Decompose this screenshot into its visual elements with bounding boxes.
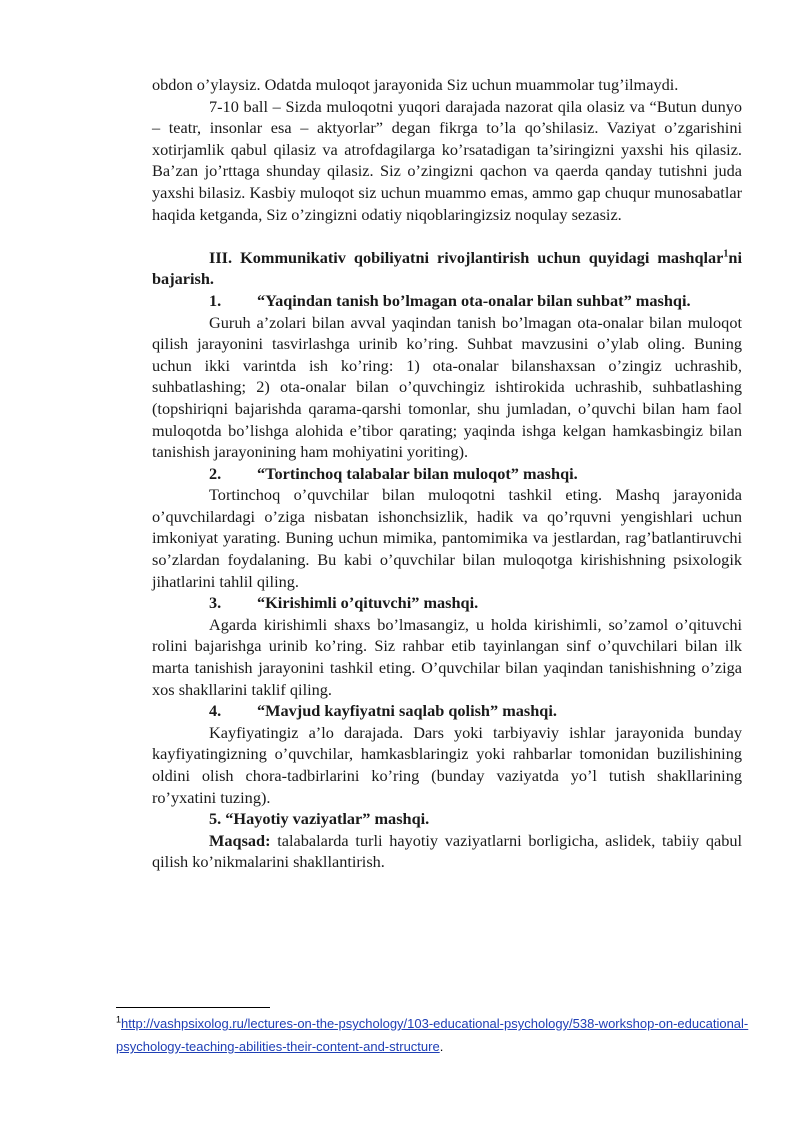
- exercise-number: 1.: [209, 290, 222, 310]
- footnote-separator: [116, 1007, 270, 1008]
- exercise-number: 3.: [209, 593, 222, 613]
- exercise-number: 4.: [209, 701, 222, 721]
- exercise-title: “Mavjud kayfiyatni saqlab qolish” mashqi.: [257, 701, 557, 721]
- exercise-title: “Tortinchoq talabalar bilan muloqot” mashqi.: [257, 463, 578, 483]
- exercise-1-text: Guruh a’zolari bilan avval yaqindan tanish bo’lmagan ota-onalar bilan muloqot qilish jarayonini tasvirlashga urinib ko’ring. Suhbat mavzusini o’ylab oling. Buning uchun ikki varintda ish ko’ring: 1) ota-onalar bilanshaxsan o’zingiz uchrashib, suhbatlashing; 2) ota-onalar bilan o’quvchingiz ishtirokida uchrashib, suhbatlashing (topshiriqni bajarishda qarama-qarshi tomonlar, shu jumladan, o’quvchi bilan ham faol muloqotda bo’lishga alohida e’tibor qarating; yaqinda ishga kelgan hamkasbingiz bilan tanishish jarayonining ham mohiyatini yoriting).: [152, 312, 742, 462]
- exercise-3-heading: [152, 592, 742, 614]
- spacer: [152, 225, 742, 247]
- exercise-2-heading: [152, 463, 742, 485]
- exercise-5-goal: [152, 830, 742, 873]
- exercise-2-text: Tortinchoq o’quvchilar bilan muloqotni tashkil eting. Mashq jarayonida o’quvchilardagi o’ziga nisbatan ishonchsizlik, hadik va qo’rquvni yengishlari uchun imkoniyat yarating. Buning uchun mimika, pantomimika va jestlardan, rag’batlantiruvchi so’zlardan foydalaning. Bu kabi o’quvchilar bilan muloqotga kirishishning psixologik jihatlarini tahlil qiling.: [152, 485, 742, 591]
- paragraph-score-7-10: 7-10 ball – Sizda muloqotni yuqori darajada nazorat qila olasiz va “Butun dunyo – teatr, insonlar esa – aktyorlar” degan fikrga to’la qo’shilasiz. Vaziyat o’zgarishini xotirjamlik qabul qilasiz va atrofdagilarga ko’rsatadigan ta’siringizni yaxshi his qilasiz. Ba’zan jo’rttaga shunday qilasiz. Siz o’zingizni qachon va qaerda qanday tutishni juda yaxshi bilasiz. Kasbiy muloqot siz uchun muammo emas, ammo gap chuqur munosabatlar haqida ketganda, Siz o’zingizni odatiy niqoblaringizsiz noqulay sezasiz.: [152, 96, 742, 224]
- footnote-link[interactable]: http://vashpsixolog.ru/lectures-on-the-psychology/103-educational-psychology/538-workshop-on-educational-psychology-teaching-abilities-their-content-and-structure: [116, 1016, 749, 1054]
- goal-text: talabalarda turli hayotiy vaziyatlarni borligicha, aslidek, tabiiy qabul qilish ko’nikmalarini shakllantirish.: [152, 830, 742, 872]
- exercise-1-heading: [152, 290, 742, 312]
- exercise-title: “Yaqindan tanish bo’lmagan ota-onalar bilan suhbat” mashqi.: [257, 290, 691, 310]
- goal-label: Maqsad:: [209, 830, 271, 850]
- exercise-title: “Kirishimli o’qituvchi” mashqi.: [257, 593, 479, 613]
- section-heading: [152, 247, 742, 290]
- footnote-reference[interactable]: 1: [723, 248, 729, 260]
- footnote-marker: 1: [116, 1014, 122, 1025]
- paragraph-continuation: obdon o’ylaysiz. Odatda muloqot jarayonida Siz uchun muammolar tug’ilmaydi.: [152, 75, 679, 94]
- document-body: [152, 74, 742, 873]
- section-heading-text: III. Kommunikativ qobiliyatni rivojlantirish uchun quyidagi mashqlar: [209, 247, 724, 267]
- footnote: [116, 1012, 756, 1058]
- exercise-3-text: Agarda kirishimli shaxs bo’lmasangiz, u holda kirishimli, so’zamol o’qituvchi rolini bajarishga urinib ko’ring. Siz rahbar etib tayinlangan sinf o’quvchilari bilan ilk marta tanishish jarayonini tashkil eting. O’quvchilar bilan yaqindan tanishishning o’ziga xos shakllarini taklif qiling.: [152, 614, 742, 699]
- footnote-trailing: .: [439, 1039, 444, 1054]
- exercise-4-text: Kayfiyatingiz a’lo darajada. Dars yoki tarbiyaviy ishlar jarayonida bunday kayfiyatingizning o’quvchilar, hamkasblaringiz yoki rahbarlar tomonidan buzilishining oldini olish chora-tadbirlarini ko’ring (bunday vaziyatda yo’l tutish shakllarining ro’yxatini tuzing).: [152, 722, 742, 807]
- exercise-number: 2.: [209, 463, 222, 483]
- exercise-4-heading: [152, 700, 742, 722]
- section-heading-tail: ni bajarish.: [152, 247, 742, 289]
- exercise-5-heading: 5. “Hayotiy vaziyatlar” mashqi.: [209, 809, 430, 829]
